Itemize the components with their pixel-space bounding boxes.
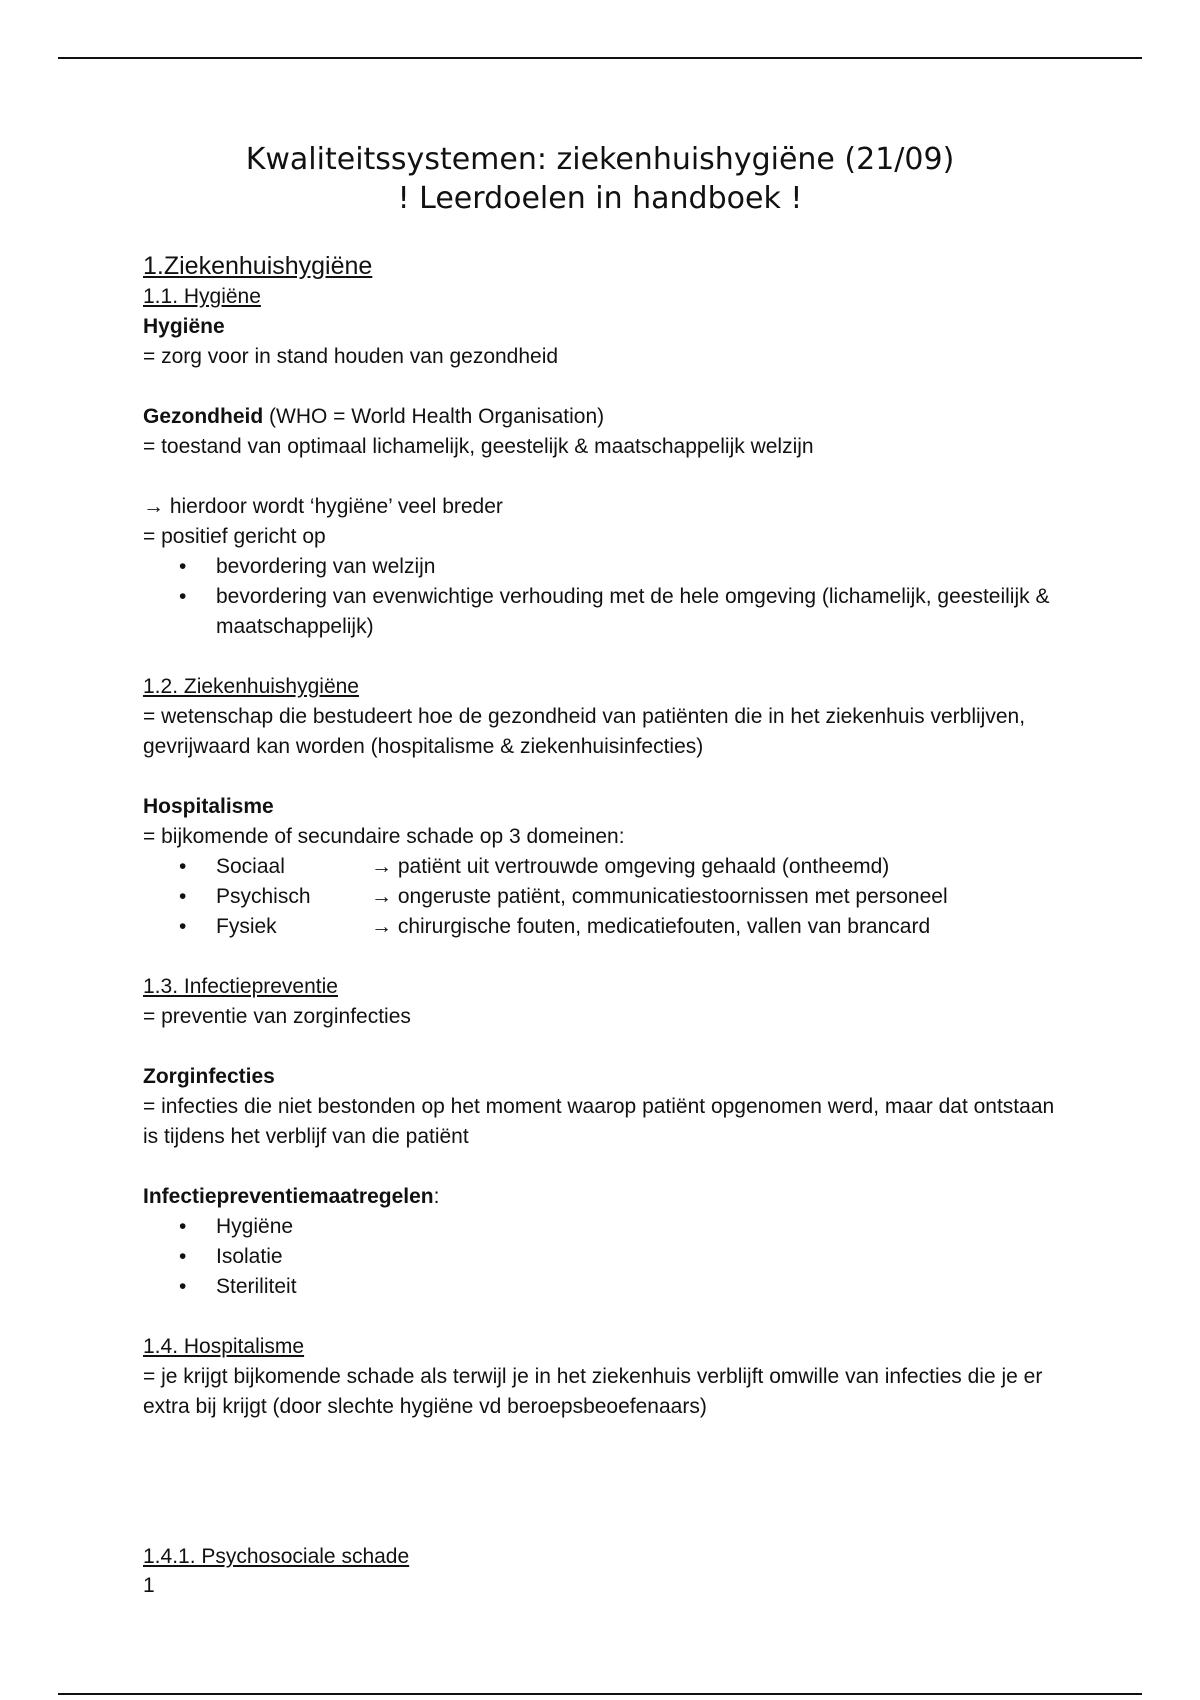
list-item: • bevordering van evenwichtige verhouding met de hele omgeving (lichamelijk, geesteilijk & maatschappelijk) (143, 582, 1073, 642)
document-body (143, 250, 1073, 1572)
section-heading: 1.Ziekenhuishygiëne (143, 252, 373, 280)
term: Gezondheid (143, 405, 264, 428)
term: Hygiëne (143, 315, 225, 338)
definition: = je krijgt bijkomende schade als terwijl je in het ziekenhuis verblijft omwille van infecties die je er extra bij krijgt (door slechte hygiëne vd beroepsbeoefenaars) (143, 1365, 1043, 1418)
term-line (143, 402, 1073, 432)
definition: = infecties die niet bestonden op het moment waarop patiënt opgenomen werd, maar dat ontstaan is tijdens het verblijf van die patiënt (143, 1095, 1055, 1148)
title-line-1: Kwaliteitssystemen: ziekenhuishygiëne (21/09) (245, 142, 955, 177)
definition: = wetenschap die bestudeert hoe de gezondheid van patiënten die in het ziekenhuis verblijven, gevrijwaard kan worden (hospitalisme & ziekenhuisinfecties) (143, 705, 1026, 758)
term-line (143, 1182, 1073, 1212)
list-item: • Isolatie (143, 1242, 1073, 1272)
term-note: (WHO = World Health Organisation) (263, 405, 605, 428)
colon: : (433, 1185, 440, 1208)
document-title (0, 140, 1200, 218)
term: Zorginfecties (143, 1065, 275, 1088)
definition: = preventie van zorginfecties (143, 1005, 411, 1028)
subsection-heading: 1.3. Infectiepreventie (143, 975, 338, 998)
list-item (143, 912, 1073, 942)
page-number: 1 (143, 1574, 155, 1597)
term: Infectiepreventiemaatregelen (143, 1185, 434, 1208)
top-rule (58, 57, 1142, 59)
domain-list (143, 852, 1073, 942)
bullet-list (143, 552, 1073, 642)
domain-desc: → chirurgische fouten, medicatiefouten, vallen van brancard (371, 915, 931, 938)
subsection-heading: 1.4. Hospitalisme (143, 1335, 305, 1358)
measures-list (143, 1212, 1073, 1302)
list-item (143, 852, 1073, 882)
domain-name: Psychisch (216, 885, 311, 908)
subsection-heading: 1.1. Hygiëne (143, 285, 261, 308)
definition: = bijkomende of secundaire schade op 3 domeinen: (143, 825, 625, 848)
definition: = toestand van optimaal lichamelijk, geestelijk & maatschappelijk welzijn (143, 435, 814, 458)
domain-name: Fysiek (216, 915, 277, 938)
arrow-note: → hierdoor wordt ‘hygiëne’ veel breder (143, 495, 503, 518)
domain-desc: → patiënt uit vertrouwde omgeving gehaald (ontheemd) (371, 855, 890, 878)
list-item: • Hygiëne (143, 1212, 1073, 1242)
definition: = positief gericht op (143, 525, 326, 548)
title-line-2: ! Leerdoelen in handboek ! (397, 181, 803, 216)
domain-name: Sociaal (216, 855, 285, 878)
subsection-heading: 1.4.1. Psychosociale schade (143, 1545, 410, 1568)
subsection-heading: 1.2. Ziekenhuishygiëne (143, 675, 359, 698)
term: Hospitalisme (143, 795, 274, 818)
list-item (143, 882, 1073, 912)
list-item: • Steriliteit (143, 1272, 1073, 1302)
definition: = zorg voor in stand houden van gezondheid (143, 345, 559, 368)
bottom-rule (58, 1693, 1142, 1695)
list-item: • bevordering van welzijn (143, 552, 1073, 582)
domain-desc: → ongeruste patiënt, communicatiestoornissen met personeel (371, 885, 948, 908)
